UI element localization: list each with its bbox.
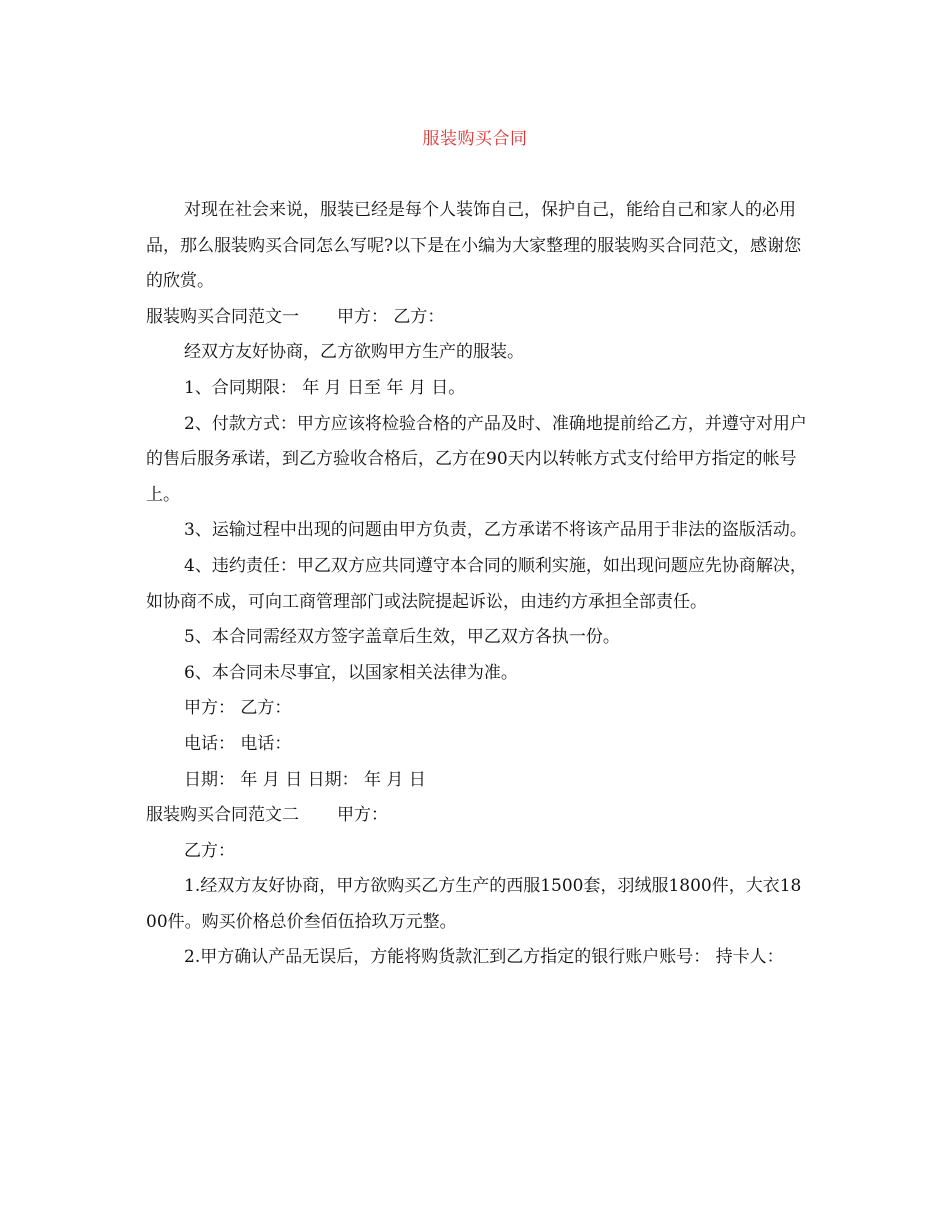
sample1-signature-phone: 电话： 电话： [184, 733, 292, 754]
sample1-clause-6: 6、本合同未尽事宜，以国家相关法律为准。 [184, 662, 518, 683]
sample1-preamble: 经双方友好协商，乙方欲购甲方生产的服装。 [184, 342, 524, 363]
intro-paragraph: 对现在社会来说，服装已经是每个人装饰自己，保护自己，能给自己和家人的必用品，那么服装购买合同怎么写呢?以下是在小编为大家整理的服装购买合同范文，感谢您的欣赏。 [146, 200, 802, 292]
sample1-signature-parties: 甲方： 乙方： [184, 698, 292, 719]
sample1-clause-1: 1、合同期限： 年 月 日至 年 月 日。 [184, 377, 466, 398]
document-title: 服装购买合同 [422, 129, 528, 149]
sample1-party-line: 甲方： 乙方： [337, 306, 445, 327]
sample1-clause-2: 2、付款方式：甲方应该将检验合格的产品及时、准确地提前给乙方，并遵守对用户的售后服务承诺，到乙方验收合格后，乙方在90天内以转帐方式支付给甲方指定的帐号上。 [146, 413, 807, 505]
sample1-heading: 服装购买合同范文一 [146, 306, 299, 327]
sample2-party-a: 甲方： [337, 805, 388, 826]
sample2-party-b: 乙方： [184, 840, 235, 861]
sample1-signature-date: 日期： 年 月 日 日期： 年 月 日 [184, 769, 426, 790]
sample2-clause-2: 2.甲方确认产品无误后，方能将购货款汇到乙方指定的银行账户账号： 持卡人： [184, 947, 784, 968]
sample1-clause-5: 5、本合同需经双方签字盖章后生效，甲乙双方各执一份。 [184, 627, 620, 648]
sample1-heading-line [146, 300, 810, 336]
document-body [146, 193, 810, 976]
sample2-heading: 服装购买合同范文二 [146, 805, 299, 826]
sample2-heading-line [146, 798, 810, 834]
sample2-clause-1: 1.经双方友好协商，甲方欲购买乙方生产的西服1500套，羽绒服1800件，大衣1800件。购买价格总价叁佰伍拾玖万元整。 [146, 876, 802, 932]
sample1-clause-4: 4、违约责任：甲乙双方应共同遵守本合同的顺利实施，如出现问题应先协商解决，如协商不成，可向工商管理部门或法院提起诉讼，由违约方承担全部责任。 [146, 555, 807, 612]
sample1-clause-3: 3、运输过程中出现的问题由甲方负责，乙方承诺不将该产品用于非法的盗版活动。 [184, 520, 807, 541]
